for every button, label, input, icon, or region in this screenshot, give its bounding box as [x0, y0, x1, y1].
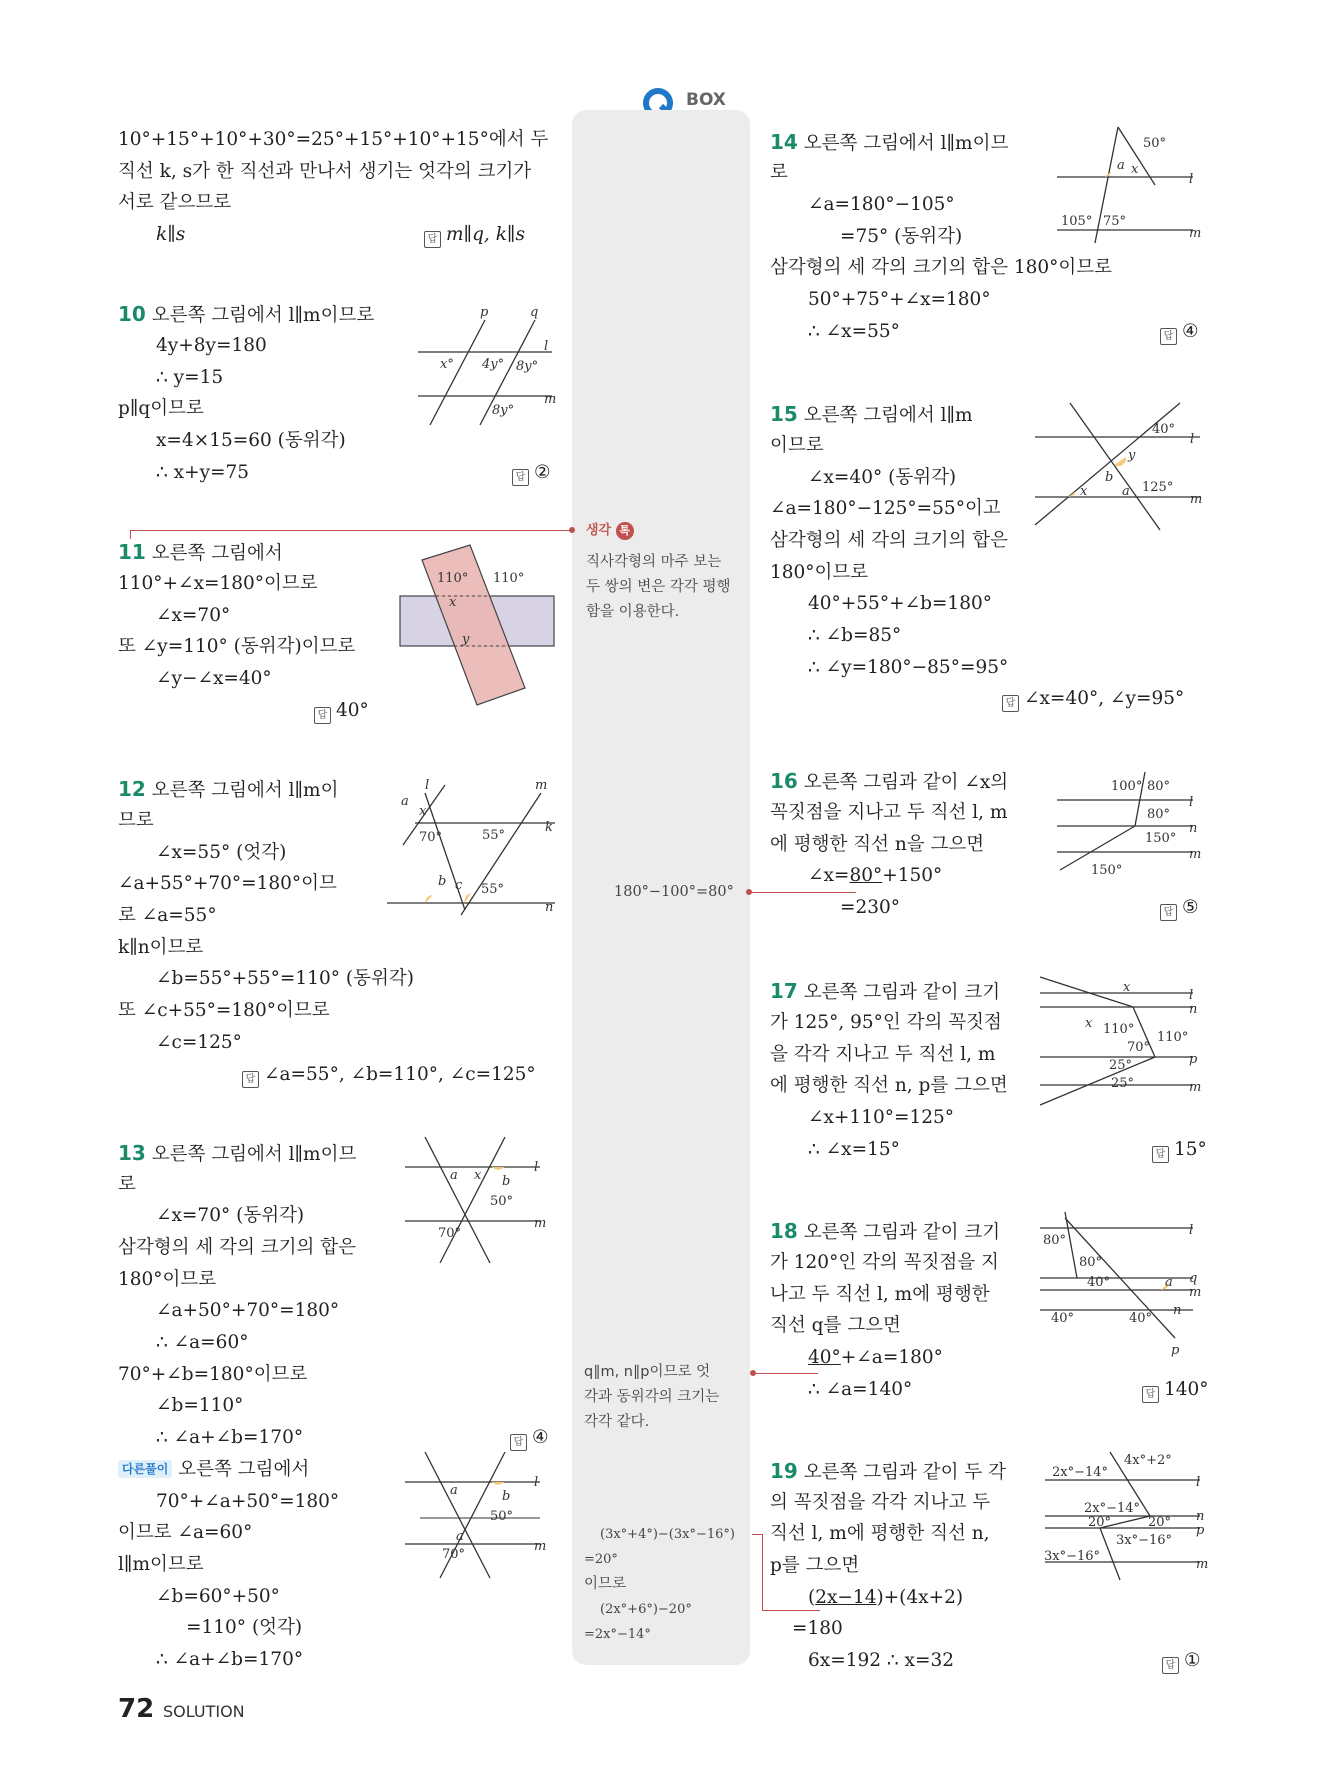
note19-line5: =2x°−14°	[584, 1627, 651, 1642]
p15-line4: ∠a=180°−125°=55°이고	[770, 498, 1001, 519]
d18-a40: 40°	[1087, 1275, 1111, 1290]
d18-l: l	[1189, 1223, 1194, 1238]
p19-answer: 답 ①	[1162, 1645, 1201, 1677]
d12-m: m	[535, 778, 548, 793]
d16-a80b: 80°	[1147, 807, 1171, 822]
p17-line4: 에 평행한 직선 n, p를 그으면	[770, 1075, 1008, 1096]
d13-l: l	[534, 1160, 539, 1175]
d14-a105: 105°	[1061, 214, 1093, 229]
d14-angle-a	[1105, 171, 1111, 177]
p12-line1: 12 오른쪽 그림에서 l∥m이	[118, 777, 339, 801]
d15-y: y	[1128, 448, 1136, 463]
d19-e5: 20°	[1148, 1515, 1172, 1530]
d15-m: m	[1190, 492, 1203, 507]
p14-line3: ∠a=180°−105°	[808, 194, 955, 215]
d16-n: n	[1189, 821, 1198, 836]
alt-line4: l∥m이므로	[118, 1554, 204, 1575]
answer-icon: 답	[512, 469, 529, 486]
d13-angle-x	[492, 1167, 504, 1170]
d14-x: x	[1131, 162, 1139, 177]
d15-x: x	[1080, 484, 1088, 499]
d19-e2: 4x°+2°	[1124, 1453, 1172, 1468]
d15-angle-y	[1114, 457, 1126, 466]
note19-line3: 이므로	[584, 1576, 627, 1592]
d13-line1	[425, 1137, 490, 1263]
d13-a70: 70°	[438, 1226, 462, 1241]
d13b-m: m	[534, 1539, 547, 1554]
d14-a: a	[1117, 158, 1125, 173]
p14-line6: 50°+75°+∠x=180°	[808, 289, 991, 310]
p13-line9: ∠b=110°	[156, 1395, 244, 1416]
p17-line5: ∠x+110°=125°	[808, 1107, 955, 1128]
p19-line5: (2x−14)+(4x+2)	[808, 1587, 964, 1608]
p14-answer: 답 ④	[1160, 316, 1199, 348]
d12-c: c	[455, 878, 463, 893]
figure-17	[1035, 975, 1215, 1115]
tip-line3: 함을 이용한다.	[586, 604, 680, 620]
d12-a55: 55°	[482, 828, 506, 843]
alt-line5: ∠b=60°+50°	[156, 1586, 280, 1607]
p18-line5: 40°+∠a=180°	[808, 1347, 943, 1368]
d16-a100: 100°	[1111, 779, 1143, 794]
figure-15	[1030, 395, 1215, 535]
d18-seg1	[1065, 1212, 1077, 1278]
d15-a: a	[1122, 484, 1130, 499]
p15-line6: 180°이므로	[770, 562, 869, 583]
alt-line7: ∴ ∠a+∠b=170°	[156, 1649, 304, 1670]
p13-line1: 13 오른쪽 그림에서 l∥m이므	[118, 1141, 357, 1165]
page-number: 72	[118, 1694, 155, 1724]
d10-a2: 8y°	[516, 359, 539, 374]
p16-line2: 꼭짓점을 지나고 두 직선 l, m	[770, 802, 1008, 823]
p14-line2: 로	[770, 162, 788, 183]
d16-m: m	[1189, 847, 1202, 862]
p19-line2: 의 꼭짓점을 각각 지나고 두	[770, 1492, 991, 1513]
p19-line3: 직선 l, m에 평행한 직선 n,	[770, 1523, 990, 1544]
page-footer-label: SOLUTION	[163, 1702, 245, 1721]
p18-line4: 직선 q를 그으면	[770, 1315, 901, 1336]
p10-line2: 4y+8y=180	[156, 335, 267, 356]
d19-n: n	[1196, 1509, 1205, 1524]
d12-n: n	[545, 900, 554, 915]
d17-m: m	[1189, 1080, 1202, 1095]
figure-19	[1040, 1450, 1215, 1590]
d18-q: q	[1189, 1271, 1198, 1286]
tip-line1: 직사각형의 마주 보는	[586, 554, 722, 570]
alt-line6: =110° (엇각)	[186, 1617, 303, 1638]
d12-a: a	[401, 794, 409, 809]
p15-line1: 15 오른쪽 그림에서 l∥m	[770, 402, 973, 426]
d17-a25b: 25°	[1111, 1076, 1135, 1091]
figure-16	[1055, 770, 1215, 885]
alt-line3: 이므로 ∠a=60°	[118, 1522, 253, 1543]
answer-icon: 답	[424, 231, 441, 248]
d17-a70: 70°	[1127, 1040, 1151, 1055]
d19-e6: 3x°−16°	[1116, 1533, 1173, 1548]
d11-x: x	[449, 595, 457, 610]
answer-icon: 답	[1152, 1146, 1169, 1163]
d18-p: p	[1171, 1343, 1180, 1358]
figure-10	[410, 300, 560, 430]
d18-m: m	[1189, 1285, 1202, 1300]
d12-a55b: 55°	[481, 882, 505, 897]
p13-line4: 삼각형의 세 각의 크기의 합은	[118, 1237, 356, 1258]
d13b-angle-b	[492, 1482, 504, 1485]
note18-line1: q∥m, n∥p이므로 엇	[584, 1364, 711, 1380]
p12-line9: ∠c=125°	[156, 1032, 242, 1053]
p14-line5: 삼각형의 세 각의 크기의 합은 180°이므로	[770, 257, 1113, 278]
note19-line1: (3x°+4°)−(3x°−16°)	[600, 1527, 735, 1542]
answer-icon: 답	[1002, 695, 1019, 712]
d12-a70: 70°	[419, 830, 443, 845]
answer-icon: 답	[1160, 328, 1177, 345]
p14-line1: 14 오른쪽 그림에서 l∥m이므	[770, 130, 1009, 154]
d16-a150b: 150°	[1091, 863, 1123, 878]
p15-line3: ∠x=40° (동위각)	[808, 467, 957, 488]
d17-n: n	[1189, 1002, 1198, 1017]
p12-line5: 로 ∠a=55°	[118, 905, 217, 926]
p19-line7: 6x=192 ∴ x=32	[808, 1650, 955, 1671]
d14-a50: 50°	[1143, 136, 1167, 151]
d10-line-p	[430, 320, 485, 425]
p10-line4: p∥q이므로	[118, 398, 204, 419]
d18-n: n	[1173, 1303, 1182, 1318]
p16-line5: =230°	[840, 897, 901, 918]
d10-p: p	[480, 305, 489, 320]
d13-b: b	[502, 1174, 511, 1189]
d17-x: x	[1123, 980, 1131, 995]
answer-icon: 답	[314, 707, 331, 724]
d13b-a: a	[450, 1483, 458, 1498]
figure-11	[397, 540, 559, 712]
note18-line2: 각과 동위각의 크기는	[584, 1389, 720, 1405]
d13b-b: b	[502, 1489, 511, 1504]
d11-a2: 110°	[493, 571, 525, 586]
p12-line7: ∠b=55°+55°=110° (동위각)	[156, 968, 414, 989]
p18-line1: 18 오른쪽 그림과 같이 크기	[770, 1219, 1001, 1243]
d11-a1: 110°	[437, 571, 469, 586]
note19-connector	[752, 1534, 763, 1611]
d14-m: m	[1189, 226, 1202, 241]
p13-line7: ∴ ∠a=60°	[156, 1332, 249, 1353]
p17-line6: ∴ ∠x=15°	[808, 1139, 900, 1160]
p16-line3: 에 평행한 직선 n을 그으면	[770, 834, 985, 855]
note16: 180°−100°=80°	[614, 884, 734, 900]
d19-e7: 3x°−16°	[1044, 1549, 1101, 1564]
p11-line5: ∠y−∠x=40°	[156, 668, 272, 689]
answer-icon: 답	[1142, 1386, 1159, 1403]
answer-icon: 답	[1162, 1657, 1179, 1674]
tip-connector	[130, 530, 571, 539]
d17-l: l	[1189, 988, 1194, 1003]
p13-line8: 70°+∠b=180°이므로	[118, 1364, 308, 1385]
p10-line6: ∴ x+y=75	[156, 462, 250, 483]
figure-13	[400, 1135, 560, 1265]
p15-line7: 40°+55°+∠b=180°	[808, 593, 992, 614]
p12-line4: ∠a+55°+70°=180°이므	[118, 873, 337, 894]
d11-y: y	[462, 632, 470, 647]
d13-x: x	[474, 1168, 482, 1183]
d19-e4: 20°	[1088, 1515, 1112, 1530]
answer-icon: 답	[242, 1071, 259, 1088]
p15-answer: 답 ∠x=40°, ∠y=95°	[1002, 683, 1184, 715]
p13-line6: ∠a+50°+70°=180°	[156, 1300, 340, 1321]
d13b-a70: 70°	[442, 1547, 466, 1562]
p11-answer: 답 40°	[314, 695, 369, 727]
d17-seg1	[1040, 977, 1133, 1007]
d18-a80: 80°	[1043, 1233, 1067, 1248]
p12-line3: ∠x=55° (엇각)	[156, 842, 287, 863]
figure-18	[1035, 1210, 1215, 1360]
d14-a75: 75°	[1103, 214, 1127, 229]
d12-x: x	[419, 804, 427, 819]
p15-line8: ∴ ∠b=85°	[808, 625, 902, 646]
d13-m: m	[534, 1216, 547, 1231]
d17-a110b: 110°	[1157, 1030, 1189, 1045]
d17-seg3	[1040, 1057, 1155, 1105]
p16-line4: ∠x=80°+150°	[808, 865, 943, 886]
d13b-l: l	[534, 1475, 539, 1490]
p17-line3: 을 각각 지나고 두 직선 l, m	[770, 1044, 996, 1065]
d15-l: l	[1190, 432, 1195, 447]
d13b-a50: 50°	[490, 1509, 514, 1524]
figure-13-alt	[400, 1450, 560, 1580]
d19-e3: 2x°−14°	[1084, 1501, 1141, 1516]
d10-m: m	[544, 392, 557, 407]
figure-12	[385, 775, 565, 915]
d17-a25: 25°	[1109, 1058, 1133, 1073]
p16-line1: 16 오른쪽 그림과 같이 ∠x의	[770, 769, 1009, 793]
p14-line4: =75° (동위각)	[840, 226, 963, 247]
p13-line2: 로	[118, 1174, 136, 1195]
alt-solution-badge: 다른풀이	[118, 1460, 172, 1478]
p13-line10: ∴ ∠a+∠b=170°	[156, 1427, 304, 1448]
d13-a50: 50°	[490, 1194, 514, 1209]
d13-a: a	[450, 1168, 458, 1183]
p15-line2: 이므로	[770, 435, 824, 456]
p15-line9: ∴ ∠y=180°−85°=95°	[808, 657, 1009, 678]
d10-l: l	[544, 339, 549, 354]
p9-line3: 서로 같으므로	[118, 192, 232, 213]
p19-line1: 19 오른쪽 그림과 같이 두 각	[770, 1459, 1006, 1483]
p17-line2: 가 125°, 95°인 각의 꼭짓점	[770, 1012, 1002, 1033]
d18-a80b: 80°	[1079, 1255, 1103, 1270]
p12-answer: 답 ∠a=55°, ∠b=110°, ∠c=125°	[242, 1059, 536, 1091]
note19-line4: (2x°+6°)−20°	[600, 1602, 692, 1617]
d19-p: p	[1196, 1523, 1205, 1538]
d16-l: l	[1189, 795, 1194, 810]
p11-line4: 또 ∠y=110° (동위각)이므로	[118, 636, 356, 657]
d15-angle-x	[1068, 491, 1076, 497]
p11-line1: 11 오른쪽 그림에서	[118, 540, 283, 564]
d18-a: a	[1165, 1275, 1173, 1290]
d10-q: q	[530, 305, 539, 320]
p10-line5: x=4×15=60 (동위각)	[156, 430, 346, 451]
p12-line8: 또 ∠c+55°=180°이므로	[118, 1000, 330, 1021]
p11-line3: ∠x=70°	[156, 605, 231, 626]
note16-dot	[746, 889, 752, 895]
d15-a125: 125°	[1142, 480, 1174, 495]
tip-line2: 두 쌍의 변은 각각 평행	[586, 579, 731, 595]
d18-a40c: 40°	[1129, 1311, 1153, 1326]
p9-line4: k∥s	[156, 224, 186, 245]
p10-line1: 10 오른쪽 그림에서 l∥m이므로	[118, 302, 375, 326]
d12-l: l	[425, 778, 430, 793]
p9-line1: 10°+15°+10°+30°=25°+15°+10°+15°에서 두	[118, 129, 549, 150]
answer-icon: 답	[1160, 904, 1177, 921]
note19-line2: =20°	[584, 1552, 618, 1567]
p13-line3: ∠x=70° (동위각)	[156, 1205, 305, 1226]
d12-b: b	[438, 874, 447, 889]
p17-answer: 답 15°	[1152, 1134, 1207, 1166]
figure-14	[1055, 125, 1215, 245]
d15-line1	[1070, 403, 1160, 530]
p10-answer: 답 ②	[512, 457, 551, 489]
d17-a110: 110°	[1103, 1022, 1135, 1037]
d14-l: l	[1189, 172, 1194, 187]
d18-a40b: 40°	[1051, 1311, 1075, 1326]
tip-dot	[569, 527, 575, 533]
p10-line3: ∴ y=15	[156, 367, 224, 388]
p18-line6: ∴ ∠a=140°	[808, 1379, 913, 1400]
p11-line2: 110°+∠x=180°이므로	[118, 573, 318, 594]
answer-icon: 답	[510, 1434, 527, 1451]
alt-line1: 다른풀이 오른쪽 그림에서	[118, 1454, 309, 1486]
p18-line3: 나고 두 직선 l, m에 평행한	[770, 1284, 990, 1305]
p15-line5: 삼각형의 세 각의 크기의 합은	[770, 530, 1008, 551]
note18-line3: 각각 같다.	[584, 1414, 650, 1430]
d12-angle-b	[425, 895, 433, 903]
d15-a40: 40°	[1152, 422, 1176, 437]
p18-line2: 가 120°인 각의 꼭짓점을 지	[770, 1252, 999, 1273]
d10-x: x°	[440, 357, 454, 372]
p12-line2: 므로	[118, 810, 154, 831]
d15-b: b	[1105, 470, 1114, 485]
p14-line7: ∴ ∠x=55°	[808, 321, 900, 342]
alt-line2: 70°+∠a+50°=180°	[156, 1491, 340, 1512]
p18-answer: 답 140°	[1142, 1374, 1209, 1406]
p19-line6: =180	[792, 1618, 843, 1639]
d13b-a2: a	[456, 1529, 464, 1544]
d19-e1: 2x°−14°	[1052, 1465, 1109, 1480]
p12-line6: k∥n이므로	[118, 937, 204, 958]
p17-line1: 17 오른쪽 그림과 같이 크기	[770, 979, 1001, 1003]
d19-l: l	[1196, 1475, 1201, 1490]
p13-answer: 답 ④	[510, 1422, 549, 1454]
box-label: BOX	[686, 90, 726, 110]
d17-p: p	[1189, 1052, 1198, 1067]
d10-a3: 8y°	[492, 403, 515, 418]
p16-answer: 답 ⑤	[1160, 892, 1199, 924]
d16-a80: 80°	[1147, 779, 1171, 794]
d17-x2: x	[1085, 1016, 1093, 1031]
d16-a150: 150°	[1145, 831, 1177, 846]
p19-line4: p를 그으면	[770, 1555, 860, 1576]
d12-k: k	[545, 820, 553, 835]
p9-line2: 직선 k, s가 한 직선과 만나서 생기는 엇각의 크기가	[118, 161, 532, 182]
d10-a1: 4y°	[482, 357, 505, 372]
d19-m: m	[1196, 1557, 1209, 1572]
note18-dot	[750, 1370, 756, 1376]
p9-answer: 답 m∥q, k∥s	[424, 219, 525, 251]
p13-line5: 180°이므로	[118, 1269, 217, 1290]
tip-heading: 생각 톡	[586, 518, 634, 543]
